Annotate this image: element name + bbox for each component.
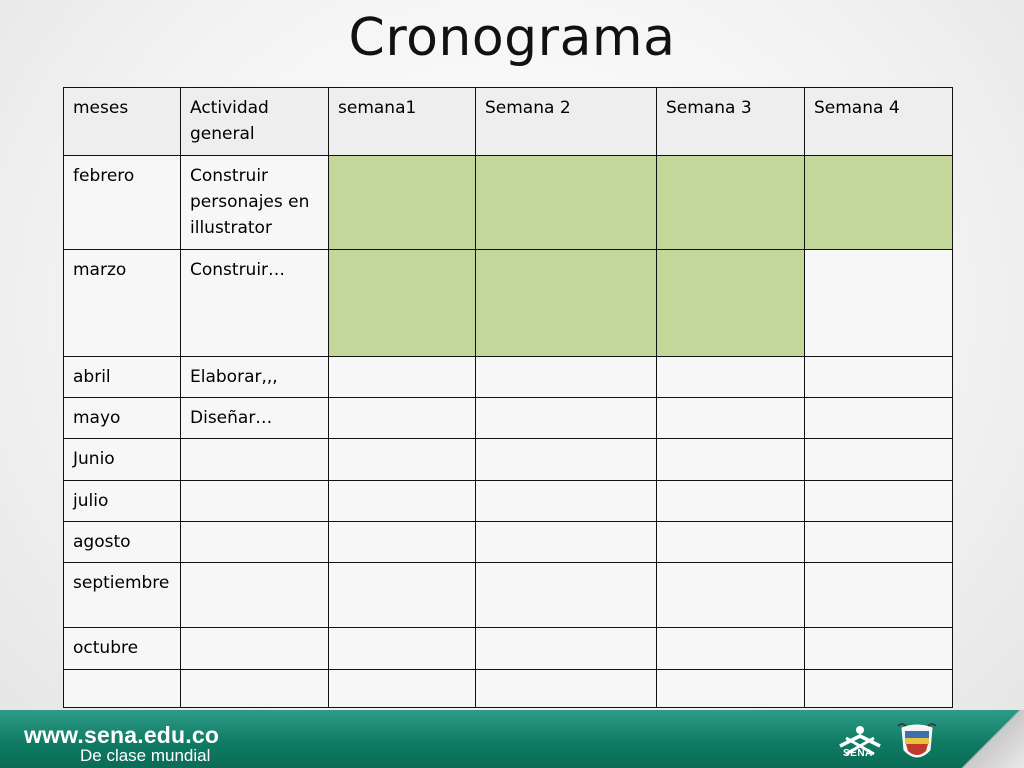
footer-bar: [0, 710, 1024, 768]
week-cell: [329, 628, 476, 669]
week-cell: [329, 155, 476, 249]
week-cell: [657, 628, 805, 669]
week-cell: [476, 522, 657, 563]
activity-cell: [181, 522, 329, 563]
table-row: [64, 439, 953, 480]
month-cell: [64, 669, 181, 707]
header-cell: Actividad general: [181, 88, 329, 156]
header-cell: meses: [64, 88, 181, 156]
header-cell: semana1: [329, 88, 476, 156]
activity-cell: Elaborar,,,: [181, 356, 329, 397]
activity-cell: [181, 480, 329, 521]
week-cell: [657, 155, 805, 249]
week-cell: [657, 398, 805, 439]
activity-cell: [181, 439, 329, 480]
week-cell: [657, 356, 805, 397]
week-cell: [476, 356, 657, 397]
activity-cell: [181, 628, 329, 669]
month-cell: agosto: [64, 522, 181, 563]
sena-logo-icon: [832, 724, 888, 768]
sena-logo-text: SENA: [843, 748, 873, 759]
week-cell: [329, 522, 476, 563]
week-cell: [657, 439, 805, 480]
week-cell: [476, 398, 657, 439]
week-cell: [657, 669, 805, 707]
week-cell: [805, 249, 953, 356]
table-row: [64, 522, 953, 563]
week-cell: [476, 480, 657, 521]
week-cell: [657, 522, 805, 563]
table-row: [64, 155, 953, 249]
week-cell: [476, 439, 657, 480]
week-cell: [476, 669, 657, 707]
week-cell: [476, 628, 657, 669]
week-cell: [805, 669, 953, 707]
week-cell: [805, 628, 953, 669]
month-cell: abril: [64, 356, 181, 397]
week-cell: [657, 480, 805, 521]
week-cell: [329, 249, 476, 356]
month-cell: septiembre: [64, 563, 181, 628]
table-body: [64, 155, 953, 707]
week-cell: [805, 563, 953, 628]
week-cell: [805, 522, 953, 563]
page-title: Cronograma: [348, 8, 676, 68]
table-row: [64, 398, 953, 439]
week-cell: [657, 563, 805, 628]
header-cell: Semana 2: [476, 88, 657, 156]
header-cell: Semana 3: [657, 88, 805, 156]
header-cell: Semana 4: [805, 88, 953, 156]
table-row: [64, 563, 953, 628]
table-row: [64, 249, 953, 356]
table-row: [64, 669, 953, 707]
month-cell: Junio: [64, 439, 181, 480]
week-cell: [329, 563, 476, 628]
week-cell: [805, 155, 953, 249]
week-cell: [476, 155, 657, 249]
table-row: [64, 356, 953, 397]
week-cell: [329, 356, 476, 397]
activity-cell: Construir…: [181, 249, 329, 356]
footer-corner-decoration: [960, 710, 1024, 768]
week-cell: [329, 669, 476, 707]
week-cell: [329, 480, 476, 521]
month-cell: mayo: [64, 398, 181, 439]
table-row: [64, 628, 953, 669]
activity-cell: Diseñar…: [181, 398, 329, 439]
colombia-shield-icon: [896, 722, 938, 766]
week-cell: [476, 249, 657, 356]
week-cell: [476, 563, 657, 628]
week-cell: [329, 398, 476, 439]
month-cell: marzo: [64, 249, 181, 356]
table-row: [64, 480, 953, 521]
activity-cell: [181, 669, 329, 707]
footer-url[interactable]: www.sena.edu.co: [24, 722, 220, 748]
table-header-row: [64, 88, 953, 156]
week-cell: [657, 249, 805, 356]
week-cell: [805, 480, 953, 521]
activity-cell: [181, 563, 329, 628]
week-cell: [805, 439, 953, 480]
month-cell: febrero: [64, 155, 181, 249]
month-cell: octubre: [64, 628, 181, 669]
schedule-table: [63, 87, 953, 708]
week-cell: [805, 356, 953, 397]
activity-cell: Construir personajes en illustrator: [181, 155, 329, 249]
footer-slogan: De clase mundial: [80, 746, 211, 765]
month-cell: julio: [64, 480, 181, 521]
week-cell: [805, 398, 953, 439]
week-cell: [329, 439, 476, 480]
